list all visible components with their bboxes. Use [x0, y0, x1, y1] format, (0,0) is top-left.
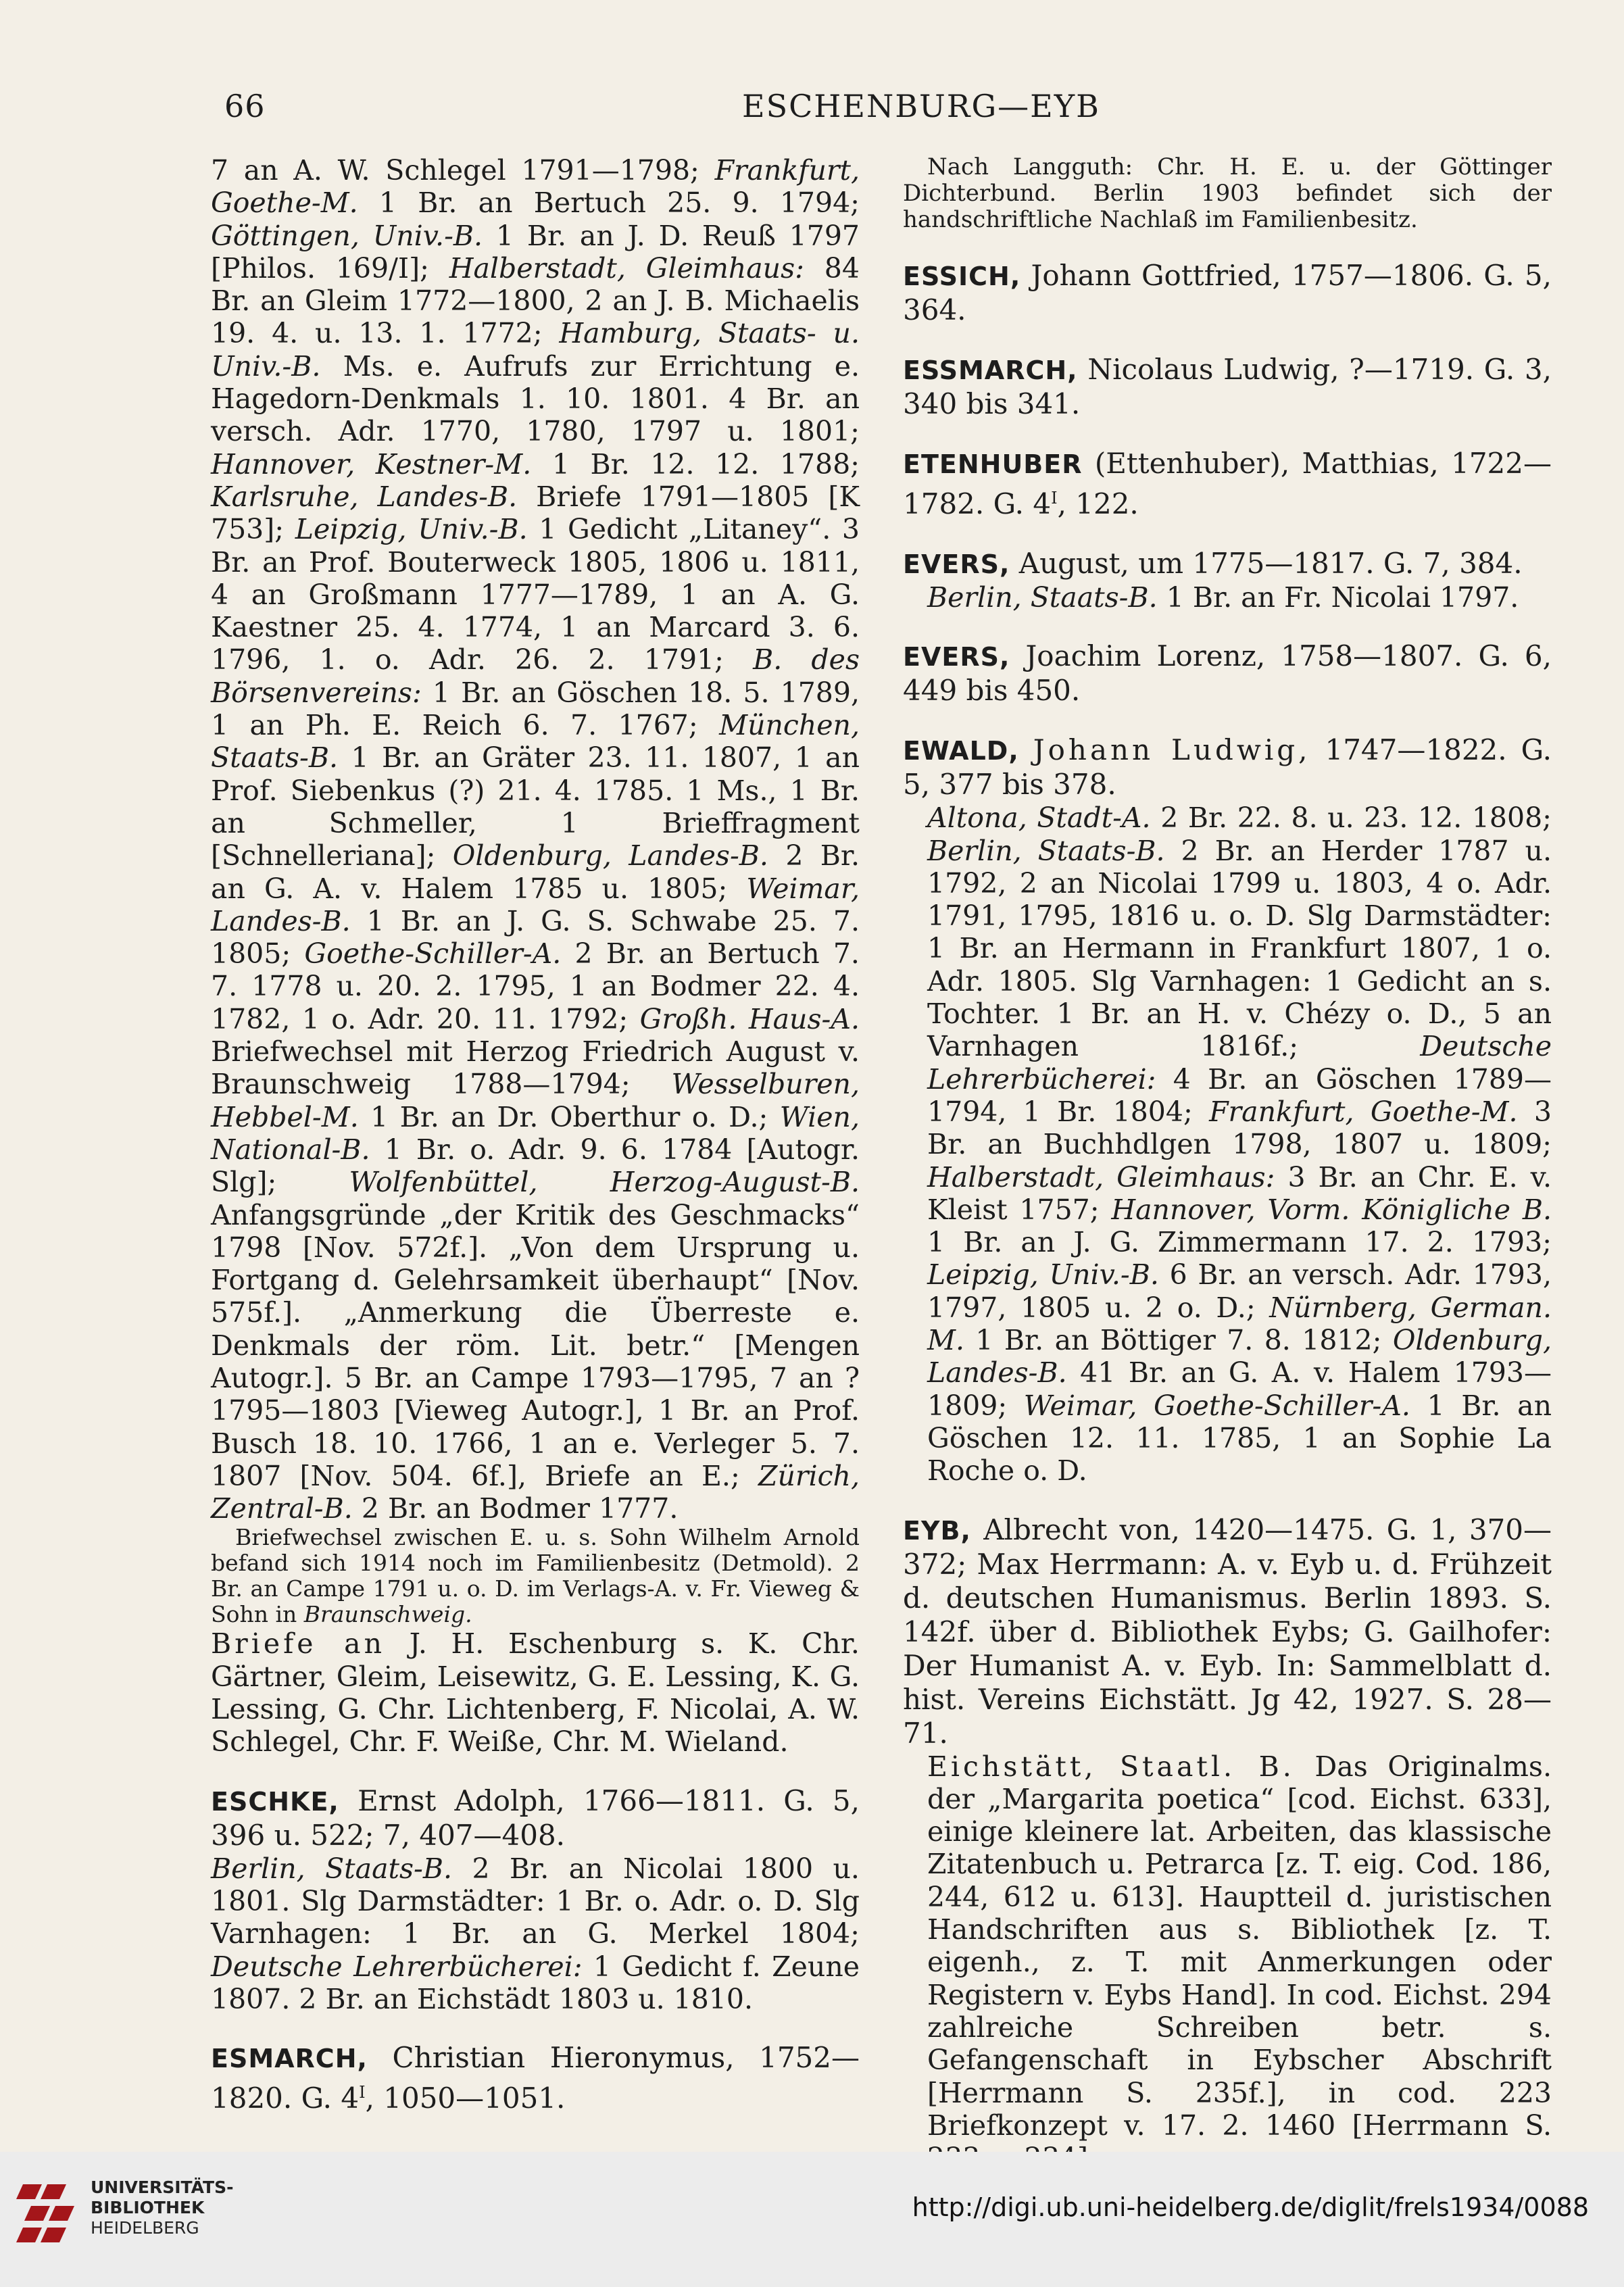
text: 1 Br. 12. 12. 1788;: [551, 447, 860, 481]
text: Briefe 1791—1805 [K 753];: [211, 480, 860, 546]
logo-line: HEIDELBERG: [91, 2218, 199, 2238]
text: 1 Br. o. Adr. 9. 6. 1784 [Autogr. Slg];: [211, 1133, 860, 1199]
university-library-logo-icon: [16, 2179, 81, 2253]
text: J. H. Eschenburg s. K. Chr. Gärtner, Gleim, Leisewitz, G. E. Lessing, K. G. Lessing, G. Chr. Lichtenberg, F. Nicolai, A. W. Schlegel, Chr. F. Weiße, Chr. M. Wieland.: [211, 1627, 860, 1759]
location: Halberstadt, Gleimhaus:: [927, 1160, 1275, 1194]
entry-eschke: [211, 1784, 860, 1852]
superscript: I: [1051, 489, 1058, 508]
entry-heading: EVERS,: [903, 549, 1010, 579]
text: 1 Br. an J. G. S. Schwabe 25. 7. 1805;: [211, 904, 860, 970]
location: Leipzig, Univ.-B.: [927, 1258, 1159, 1292]
entry-heading: ETENHUBER: [903, 449, 1083, 479]
text: 41 Br. an G. A. v. Halem 1793—1809;: [927, 1356, 1552, 1422]
eschenburg-holdings: [211, 154, 860, 1525]
location: Braunschweig.: [303, 1601, 472, 1628]
entry-heading: ESSMARCH,: [903, 355, 1078, 385]
entry-heading: ESSICH,: [903, 262, 1021, 291]
location: Großh. Haus-A.: [639, 1002, 860, 1035]
footnote-eschenburg: [211, 1525, 860, 1627]
text: 3 Br. an Buchhdlgen 1798, 1807 u. 1809;: [927, 1095, 1552, 1161]
text: 2 Br. an Herder 1787 u. 1792, 2 an Nicolai 1799 u. 1803, 4 o. Adr. 1791, 1795, 1816 u. o. D. Slg Darmstädter: 1 Br. an Hermann in Frankfurt 1807, 1 o. Adr. 1805. Slg Varnhagen: 1 Gedicht an s. Tochter. 1 Br. an H. v. Chézy o. D., 5 an Varnhagen 1816f.;: [927, 834, 1552, 1063]
entry-evers-august: [903, 547, 1552, 581]
entry-ewald: [903, 733, 1552, 802]
text: 84 Br. an Gleim 1772—1800, 2 an J. B. Michaelis 19. 4. u. 13. 1. 1772;: [211, 251, 860, 350]
spaced-text: Briefe an: [211, 1627, 386, 1661]
location: Oldenburg, Landes-B.: [452, 839, 768, 872]
text: 6 Br. an versch. Adr. 1793, 1797, 1805 u. 2 o. D.;: [927, 1258, 1552, 1324]
location: Goethe-Schiller-A.: [304, 937, 562, 970]
text: 4 Br. an Göschen 1789—1794, 1 Br. 1804;: [927, 1062, 1552, 1128]
location: Weimar, Goethe-Schiller-A.: [1023, 1389, 1410, 1422]
location: Deutsche Lehrerbücherei:: [927, 1030, 1552, 1096]
location: Hannover, Vorm. Königliche B.: [1111, 1193, 1552, 1226]
text: Anfangsgründe „der Kritik des Geschmacks“ 1798 [Nov. 572f.]. „Von dem Ursprung u. Fortgang d. Gelehrsamkeit überhaupt“ [Nov. 575f.]. „Anmerkung die Überreste e. Denkmals der röm. Lit. betr.“ [Mengen Autogr.]. 5 Br. an Campe 1793—1795, 7 an ? 1795—1803 [Vieweg Autogr.], 1 Br. an Prof. Busch 18. 10. 1766, 1 an e. Verleger 5. 7. 1807 [Nov. 504. 6f.], Briefe an E.;: [211, 1198, 860, 1492]
location: Oldenburg, Landes-B.: [927, 1324, 1552, 1390]
entry-evers-joachim: [903, 639, 1552, 708]
location: Deutsche Lehrerbücherei:: [211, 1950, 583, 1983]
text: 1 Gedicht „Litaney“. 3 Br. an Prof. Bouterweck 1805, 1806 u. 1811, 4 an Großmann 1777—1789, 1 an A. G. Kaestner 25. 4. 1774, 1 an Marcard 3. 6. 1796, 1. o. Adr. 26. 2. 1791;: [211, 513, 860, 677]
footer-bar: [0, 2152, 1624, 2287]
text: Das Originalms. der „Margarita poetica“ [cod. Eichst. 633], einige kleinere lat. Arbeiten, das klassische Zitatenbuch u. Petrarca [z. T. eig. Cod. 186, 244, 612 u. 613]. Hauptteil d. juristischen Handschriften aus s. Bibliothek [z. T. eigenh., z. T. mit Anmerkungen oder Registern v. Eybs Hand]. In cod. Eichst. 294 zahlreiche Schreiben betr. s. Gefangenschaft in Eybscher Abschrift [Herrmann S. 235f.], in cod. 223 Briefkonzept v. 17. 2. 1460 [Herrmann S.: [927, 1750, 1552, 2142]
text: 1 Br. an Bertuch 25. 9. 1794;: [378, 187, 860, 220]
right-column: [903, 154, 1552, 2174]
text: Johann Gottfried, 1757—1806. G. 5, 364.: [903, 259, 1552, 326]
text: 1 Br. an J. D. Reuß 1797 [Philos. 169/I];: [211, 219, 860, 285]
text: Ms. e. Aufrufs zur Errichtung e. Hagedorn-Denkmals 1. 10. 1801. 4 Br. an versch. Adr. 1770, 1780, 1797 u. 1801;: [211, 349, 860, 448]
eyb-holdings: [903, 1750, 1552, 2175]
spaced-text: Johann Ludwig,: [1033, 733, 1311, 767]
text: Joachim Lorenz, 1758—1807. G. 6, 449 bis 450.: [903, 639, 1552, 708]
text: Nicolaus Ludwig, ?—1719. G. 3, 340 bis 341.: [903, 353, 1552, 420]
entry-esmarch: [211, 2041, 860, 2115]
text: 1 Br. an Gräter 23. 11. 1807, 1 an Prof. Siebenkus (?) 21. 4. 1785. 1 Ms., 1 Br. an Schmeller, 1 Brieffragment [Schnelleriana];: [211, 741, 860, 872]
text: 1 Br. an Göschen 18. 5. 1789, 1 an Ph. E. Reich 6. 7. 1767;: [211, 676, 860, 742]
location: Zürich, Zentral-B.: [211, 1459, 860, 1525]
location: Berlin, Staats-B.: [927, 834, 1165, 867]
location: B. des Börsenvereins:: [211, 643, 860, 709]
text: 1 Gedicht f. Zeune 1807. 2 Br. an Eichstädt 1803 u. 1810.: [211, 1950, 860, 2015]
text: Christian Hieronymus, 1752—1820. G. 4: [211, 2041, 860, 2115]
text: , 1050—1051.: [365, 2082, 566, 2115]
text: 7 an A. W. Schlegel 1791—1798;: [211, 154, 699, 187]
entry-heading: EVERS,: [903, 642, 1010, 672]
text: August, um 1775—1817. G. 7, 384.: [1018, 547, 1523, 580]
text: 2 Br. an G. A. v. Halem 1785 u. 1805;: [211, 839, 860, 905]
footnote-langguth: [903, 154, 1552, 233]
text: 1 Br. an Göschen 12. 11. 1785, 1 an Sophie La Roche o. D.: [927, 1389, 1552, 1487]
location: München, Staats-B.: [211, 709, 860, 774]
text: 2 Br. an Bodmer 1777.: [361, 1492, 679, 1525]
text: Briefwechsel mit Herzog Friedrich August v. Braunschweig 1788—1794;: [211, 1035, 860, 1101]
location: Frankfurt, Goethe-M.: [1209, 1095, 1518, 1128]
ewald-holdings: [903, 802, 1552, 1487]
text: 1747—1822. G. 5, 377 bis 378.: [903, 733, 1552, 802]
text: (Ettenhuber), Matthias, 1722—1782. G. 4: [903, 447, 1552, 520]
text: 1 Br. an Böttiger 7. 8. 1812;: [975, 1324, 1382, 1357]
entry-heading: ESCHKE,: [211, 1786, 339, 1817]
superscript: I: [359, 2083, 366, 2102]
location: Wesselburen, Hebbel-M.: [211, 1068, 860, 1133]
entry-heading: EYB,: [903, 1515, 971, 1546]
entry-essich: [903, 259, 1552, 327]
location: Nürnberg, German. M.: [927, 1291, 1552, 1357]
logo-line: UNIVERSITÄTS-: [91, 2178, 234, 2197]
location: Wien, National-B.: [211, 1100, 860, 1166]
location: Halberstadt, Gleimhaus:: [449, 251, 804, 285]
entry-essmarch: [903, 353, 1552, 421]
text: Albrecht von, 1420—1475. G. 1, 370—372; Max Herrmann: A. v. Eyb u. d. Frühzeit d. deutschen Humanismus. Berlin 1893. S. 142f. über d. Bibliothek Eybs; G. Gailhofer: Der Humanist A. v. Eyb. In: Sammelblatt d. hist. Vereins Eichstätt. Jg 42, 1927. S. 28—71.: [903, 1513, 1552, 1750]
location: Berlin, Staats-B.: [927, 581, 1158, 614]
logo-line: BIBLIOTHEK: [91, 2198, 205, 2217]
text: 2 Br. an Nicolai 1800 u. 1801. Slg Darmstädter: 1 Br. o. Adr. o. D. Slg Varnhagen: 1 Br. an G. Merkel 1804;: [211, 1852, 860, 1950]
eschke-holdings: [211, 1852, 860, 2015]
permalink-url[interactable]: http://digi.ub.uni-heidelberg.de/diglit/frels1934/0088: [912, 2192, 1589, 2222]
text: 3 Br. an Chr. E. v. Kleist 1757;: [927, 1160, 1552, 1226]
location: Karlsruhe, Landes-B.: [211, 480, 518, 513]
location: Weimar, Landes-B.: [211, 872, 860, 937]
left-column: [211, 154, 860, 2115]
running-title: ESCHENBURG—EYB: [742, 88, 1100, 124]
entry-heading: EWALD,: [903, 736, 1019, 766]
entry-etenhuber: [903, 447, 1552, 521]
spaced-text: Eichstätt, Staatl. B.: [927, 1750, 1295, 1783]
note-text: Briefwechsel zwischen E. u. s. Sohn Wilhelm Arnold befand sich 1914 noch im Familienbesitz (Detmold). 2 Br. an Campe 1791 u. o. D. im Verlags-A. v. Fr. Vieweg & Sohn in: [211, 1524, 860, 1628]
text: 1 Br. an Fr. Nicolai 1797.: [1166, 581, 1519, 614]
text: 1 Br. an J. G. Zimmermann 17. 2. 1793;: [927, 1226, 1552, 1259]
location: Hamburg, Staats- u. Univ.-B.: [211, 317, 860, 383]
location: Altona, Stadt-A.: [927, 802, 1151, 835]
text: 2 Br. an Bertuch 7. 7. 1778 u. 20. 2. 1795, 1 an Bodmer 22. 4. 1782, 1 o. Adr. 20. 11. 1792;: [211, 937, 860, 1035]
text: Ernst Adolph, 1766—1811. G. 5, 396 u. 522; 7, 407—408.: [211, 1784, 860, 1852]
university-library-logo-text: [91, 2178, 233, 2238]
text: 2 Br. 22. 8. u. 23. 12. 1808;: [1160, 802, 1552, 835]
location: Wolfenbüttel, Herzog-August-B.: [349, 1166, 860, 1199]
text: 1 Br. an Dr. Oberthur o. D.;: [370, 1100, 768, 1133]
location: Göttingen, Univ.-B.: [211, 219, 483, 252]
location: Hannover, Kestner-M.: [211, 447, 532, 481]
briefe-an-crossref: [211, 1627, 860, 1758]
entry-eyb: [903, 1513, 1552, 1750]
text: , 122.: [1057, 487, 1139, 520]
note-text: Nach Langguth: Chr. H. E. u. der Göttinger Dichterbund. Berlin 1903 befindet sich der handschriftliche Nachlaß im Familienbesitz.: [903, 153, 1552, 233]
evers-august-holdings: [903, 581, 1552, 614]
location: Berlin, Staats-B.: [211, 1852, 453, 1885]
location: Leipzig, Univ.-B.: [295, 513, 528, 546]
entry-heading: ESMARCH,: [211, 2044, 368, 2074]
location: Frankfurt, Goethe-M.: [211, 154, 860, 220]
page-number: 66: [224, 88, 266, 124]
